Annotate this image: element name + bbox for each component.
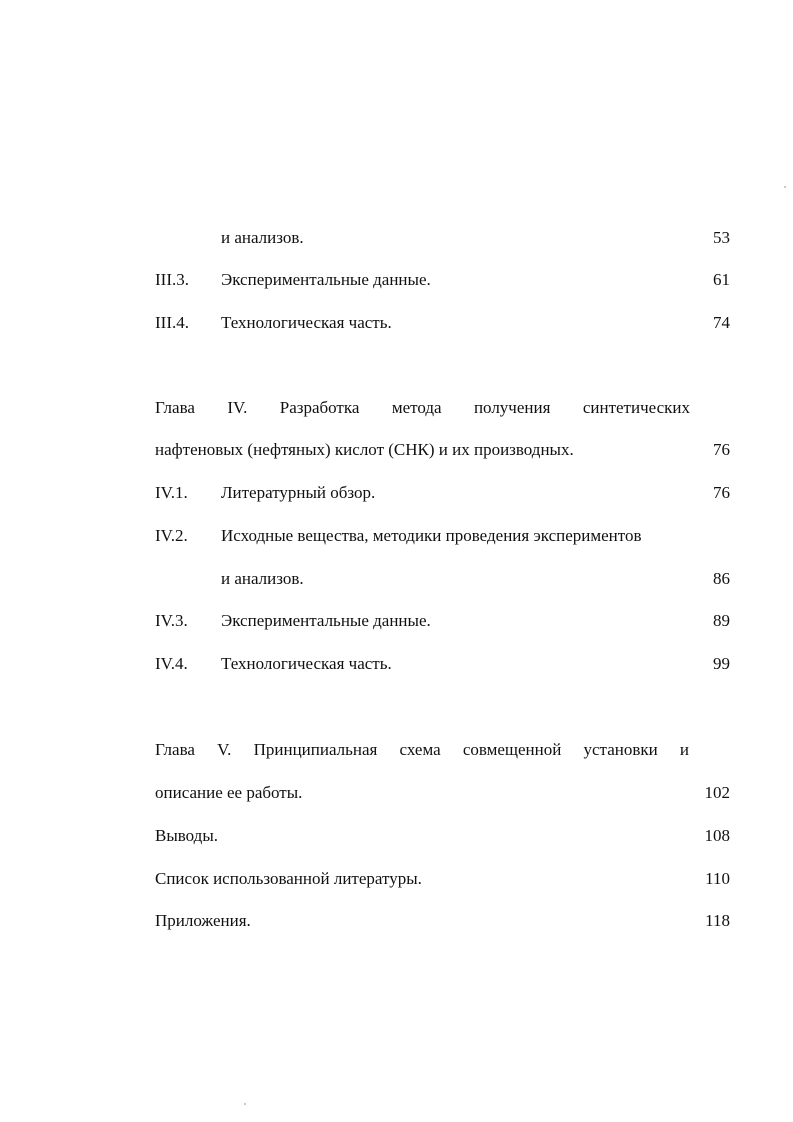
toc-page-number: 76 — [713, 440, 730, 459]
toc-section-number: IV.2. — [155, 526, 188, 545]
toc-entry-ch3-analysis-cont — [0, 226, 793, 250]
toc-chapter-title: Глава V. Принципиальная схема совмещенной установки и — [155, 740, 689, 759]
toc-page-number: 110 — [705, 869, 730, 888]
scan-speck — [244, 1103, 246, 1105]
toc-page-number: 99 — [713, 654, 730, 673]
toc-entry-title: Литературный обзор. — [221, 483, 376, 502]
toc-entry-4-2-line-2 — [0, 567, 793, 591]
toc-chapter-title: Глава IV. Разработка метода получения синтетических — [155, 398, 690, 417]
toc-entry-title: Список использованной литературы. — [155, 869, 422, 888]
toc-page-number: 61 — [713, 270, 730, 289]
toc-page-number: 86 — [713, 569, 730, 588]
toc-section-number: III.3. — [155, 270, 189, 289]
toc-entry-title: Технологическая часть. — [221, 654, 392, 673]
toc-page-number: 102 — [704, 783, 730, 802]
toc-page-number: 108 — [704, 826, 730, 845]
toc-entry-title: Исходные вещества, методики проведения экспериментов — [221, 526, 642, 545]
toc-entry-appendices — [0, 909, 793, 933]
toc-chapter-5-line-1 — [0, 738, 793, 762]
toc-entry-3-3 — [0, 268, 793, 292]
toc-chapter-title-cont: нафтеновых (нефтяных) кислот (СНК) и их производных. — [155, 440, 574, 459]
toc-chapter-title-cont: описание ее работы. — [155, 783, 303, 802]
toc-entry-4-2-line-1 — [0, 524, 793, 548]
toc-page-number: 89 — [713, 611, 730, 630]
toc-entry-title: Экспериментальные данные. — [221, 611, 431, 630]
toc-entry-title-cont: и анализов. — [221, 569, 304, 588]
toc-chapter-5-line-2 — [0, 781, 793, 805]
toc-chapter-4-line-1 — [0, 396, 793, 420]
toc-section-number: III.4. — [155, 313, 189, 332]
toc-entry-title: Технологическая часть. — [221, 313, 392, 332]
toc-section-number: IV.3. — [155, 611, 188, 630]
toc-page-number: 76 — [713, 483, 730, 502]
toc-entry-4-4 — [0, 652, 793, 676]
toc-entry-4-1 — [0, 481, 793, 505]
toc-page-number: 74 — [713, 313, 730, 332]
toc-entry-3-4 — [0, 311, 793, 335]
toc-entry-conclusions — [0, 824, 793, 848]
toc-entry-references — [0, 867, 793, 891]
toc-section-number: IV.4. — [155, 654, 188, 673]
toc-entry-title: Выводы. — [155, 826, 219, 845]
toc-entry-title: Экспериментальные данные. — [221, 270, 431, 289]
toc-page-number: 53 — [713, 228, 730, 247]
toc-entry-title: Приложения. — [155, 911, 251, 930]
toc-entry-title: и анализов. — [221, 228, 304, 247]
scan-speck — [784, 186, 786, 188]
toc-chapter-4-line-2 — [0, 438, 793, 462]
toc-entry-4-3 — [0, 609, 793, 633]
toc-section-number: IV.1. — [155, 483, 188, 502]
toc-page-number: 118 — [705, 911, 730, 930]
